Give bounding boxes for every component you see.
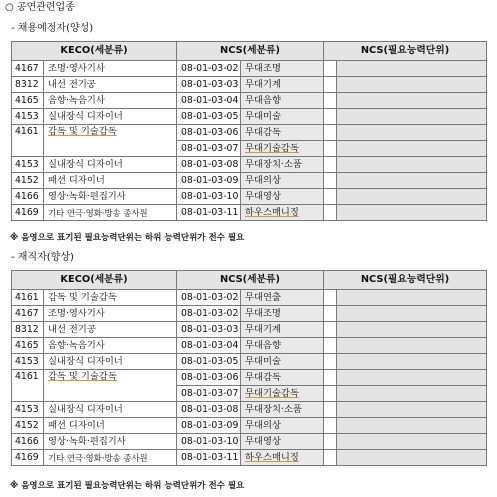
section-header: ○ 공연관련업종	[5, 2, 75, 13]
unit-cell	[324, 173, 337, 189]
keco-name: 기타 연극·영화·방송 종사원	[44, 205, 177, 221]
keco-name: 실내장식 디자이너	[44, 157, 177, 173]
unit-cell-shaded	[337, 77, 487, 93]
keco-code: 8312	[12, 322, 44, 338]
ncs-name-text: 무대기술감독	[245, 142, 299, 154]
ncs-name: 무대기계	[241, 77, 324, 93]
keco-code: 4153	[12, 354, 44, 370]
ncs-name: 무대미술	[241, 354, 324, 370]
keco-name	[44, 125, 177, 157]
ncs-code: 08-01-03-09	[177, 418, 241, 434]
ncs-code: 08-01-03-06	[177, 370, 241, 386]
unit-cell	[324, 338, 337, 354]
unit-cell-shaded	[337, 434, 487, 450]
keco-name: 영상·녹화·편집기사	[44, 189, 177, 205]
keco-code: 4153	[12, 157, 44, 173]
keco-code: 8312	[12, 77, 44, 93]
keco-code: 4161	[12, 370, 44, 402]
ncs-name: 무대기계	[241, 322, 324, 338]
ncs-name: 무대감독	[241, 370, 324, 386]
unit-cell-shaded	[337, 189, 487, 205]
unit-cell	[324, 125, 337, 141]
unit-cell	[324, 434, 337, 450]
unit-cell-shaded	[337, 386, 487, 402]
keco-code: 4167	[12, 61, 44, 77]
unit-cell-shaded	[337, 354, 487, 370]
keco-code: 4169	[12, 450, 44, 466]
column-header-ncs-unit: NCS(필요능력단위)	[324, 42, 487, 61]
keco-code: 4153	[12, 402, 44, 418]
unit-cell-shaded	[337, 173, 487, 189]
unit-cell-shaded	[337, 205, 487, 221]
unit-cell	[324, 306, 337, 322]
ncs-name-text: 하우스매니징	[245, 206, 299, 218]
keco-code: 4161	[12, 290, 44, 306]
unit-cell-shaded	[337, 125, 487, 141]
table-header-row	[12, 271, 487, 290]
keco-name: 음향·녹음기사	[44, 338, 177, 354]
ncs-code: 08-01-03-09	[177, 173, 241, 189]
keco-name: 감독 및 기술감독	[44, 290, 177, 306]
table-row	[12, 322, 487, 338]
ncs-name-text: 하우스매니징	[245, 451, 299, 463]
column-header-ncs-unit: NCS(필요능력단위)	[324, 271, 487, 290]
keco-name: 패션 디자이너	[44, 173, 177, 189]
unit-cell-shaded	[337, 93, 487, 109]
table-row	[12, 173, 487, 189]
table-row	[12, 290, 487, 306]
ncs-name: 무대장치·소품	[241, 402, 324, 418]
keco-name-text: 감독 및 기술감독	[48, 371, 117, 382]
unit-cell-shaded	[337, 109, 487, 125]
unit-cell	[324, 157, 337, 173]
unit-cell	[324, 205, 337, 221]
ncs-code: 08-01-03-04	[177, 93, 241, 109]
column-header-keco: KECO(세분류)	[12, 271, 177, 290]
ncs-name: 무대음향	[241, 93, 324, 109]
keco-name: 패션 디자이너	[44, 418, 177, 434]
table-row	[12, 434, 487, 450]
keco-code: 4161	[12, 125, 44, 157]
table-row	[12, 306, 487, 322]
ncs-name	[241, 141, 324, 157]
ncs-code: 08-01-03-07	[177, 386, 241, 402]
keco-code: 4153	[12, 109, 44, 125]
ncs-name: 무대조명	[241, 61, 324, 77]
table-row	[12, 354, 487, 370]
table-row	[12, 125, 487, 141]
unit-cell	[324, 386, 337, 402]
unit-cell	[324, 322, 337, 338]
unit-cell	[324, 450, 337, 466]
ncs-name	[241, 386, 324, 402]
ncs-name: 무대의상	[241, 173, 324, 189]
table-row	[12, 418, 487, 434]
ncs-code: 08-01-03-03	[177, 77, 241, 93]
keco-code: 4167	[12, 306, 44, 322]
unit-cell-shaded	[337, 370, 487, 386]
ncs-name: 무대감독	[241, 125, 324, 141]
unit-cell	[324, 402, 337, 418]
ncs-name: 무대의상	[241, 418, 324, 434]
ncs-name	[241, 450, 324, 466]
unit-cell	[324, 109, 337, 125]
keco-name: 실내장식 디자이너	[44, 354, 177, 370]
unit-cell-shaded	[337, 338, 487, 354]
ncs-code: 08-01-03-10	[177, 189, 241, 205]
table-row	[12, 157, 487, 173]
keco-name: 실내장식 디자이너	[44, 402, 177, 418]
ncs-code: 08-01-03-02	[177, 290, 241, 306]
unit-cell	[324, 93, 337, 109]
unit-cell-shaded	[337, 402, 487, 418]
keco-name-text: 감독 및 기술감독	[48, 126, 117, 137]
unit-cell	[324, 418, 337, 434]
employed-table	[11, 270, 487, 466]
ncs-name: 무대음향	[241, 338, 324, 354]
keco-code: 4165	[12, 338, 44, 354]
column-header-ncs: NCS(세분류)	[177, 271, 324, 290]
ncs-code: 08-01-03-08	[177, 402, 241, 418]
ncs-code: 08-01-03-05	[177, 354, 241, 370]
unit-cell-shaded	[337, 290, 487, 306]
ncs-code: 08-01-03-11	[177, 450, 241, 466]
keco-name: 조명·영사기사	[44, 61, 177, 77]
unit-cell	[324, 354, 337, 370]
section-title-training: - 채용예정자(양성)	[11, 23, 94, 34]
table-row	[12, 77, 487, 93]
keco-code: 4169	[12, 205, 44, 221]
ncs-name	[241, 205, 324, 221]
ncs-name: 무대영상	[241, 189, 324, 205]
keco-name: 내선 전기공	[44, 322, 177, 338]
table-row	[12, 205, 487, 221]
ncs-code: 08-01-03-05	[177, 109, 241, 125]
ncs-code: 08-01-03-04	[177, 338, 241, 354]
ncs-code: 08-01-03-02	[177, 61, 241, 77]
unit-cell-shaded	[337, 306, 487, 322]
table-row	[12, 402, 487, 418]
unit-cell-shaded	[337, 157, 487, 173]
ncs-name: 무대장치·소품	[241, 157, 324, 173]
unit-cell	[324, 141, 337, 157]
keco-code: 4152	[12, 418, 44, 434]
ncs-name: 무대조명	[241, 306, 324, 322]
table-row	[12, 189, 487, 205]
ncs-code: 08-01-03-02	[177, 306, 241, 322]
section-title-employed: - 재직자(향상)	[11, 252, 74, 263]
ncs-code: 08-01-03-08	[177, 157, 241, 173]
keco-name: 영상·녹화·편집기사	[44, 434, 177, 450]
keco-name	[44, 370, 177, 402]
unit-cell-shaded	[337, 450, 487, 466]
table-row	[12, 61, 487, 77]
ncs-name: 무대영상	[241, 434, 324, 450]
keco-name: 내선 전기공	[44, 77, 177, 93]
unit-cell	[324, 61, 337, 77]
keco-code: 4152	[12, 173, 44, 189]
unit-cell-shaded	[337, 418, 487, 434]
table-row	[12, 450, 487, 466]
unit-cell	[324, 189, 337, 205]
ncs-code: 08-01-03-03	[177, 322, 241, 338]
keco-code: 4166	[12, 434, 44, 450]
keco-name: 실내장식 디자이너	[44, 109, 177, 125]
table-row	[12, 338, 487, 354]
keco-name: 음향·녹음기사	[44, 93, 177, 109]
column-header-ncs: NCS(세분류)	[177, 42, 324, 61]
unit-cell-shaded	[337, 61, 487, 77]
training-table	[11, 41, 487, 221]
unit-cell	[324, 290, 337, 306]
ncs-code: 08-01-03-11	[177, 205, 241, 221]
table-header-row	[12, 42, 487, 61]
ncs-name: 무대미술	[241, 109, 324, 125]
keco-name: 기타 연극·영화·방송 종사원	[44, 450, 177, 466]
table-row	[12, 109, 487, 125]
ncs-name: 무대연출	[241, 290, 324, 306]
table-row	[12, 93, 487, 109]
unit-cell	[324, 370, 337, 386]
footnote-training: ※ 음영으로 표기된 필요능력단위는 하위 능력단위가 전수 필요	[10, 233, 245, 243]
column-header-keco: KECO(세분류)	[12, 42, 177, 61]
table-row	[12, 370, 487, 386]
keco-code: 4166	[12, 189, 44, 205]
keco-code: 4165	[12, 93, 44, 109]
unit-cell	[324, 77, 337, 93]
unit-cell-shaded	[337, 141, 487, 157]
ncs-name-text: 무대기술감독	[245, 387, 299, 399]
ncs-code: 08-01-03-07	[177, 141, 241, 157]
keco-name: 조명·영사기사	[44, 306, 177, 322]
unit-cell-shaded	[337, 322, 487, 338]
footnote-employed: ※ 음영으로 표기된 필요능력단위는 하위 능력단위가 전수 필요	[10, 481, 245, 491]
ncs-code: 08-01-03-10	[177, 434, 241, 450]
ncs-code: 08-01-03-06	[177, 125, 241, 141]
